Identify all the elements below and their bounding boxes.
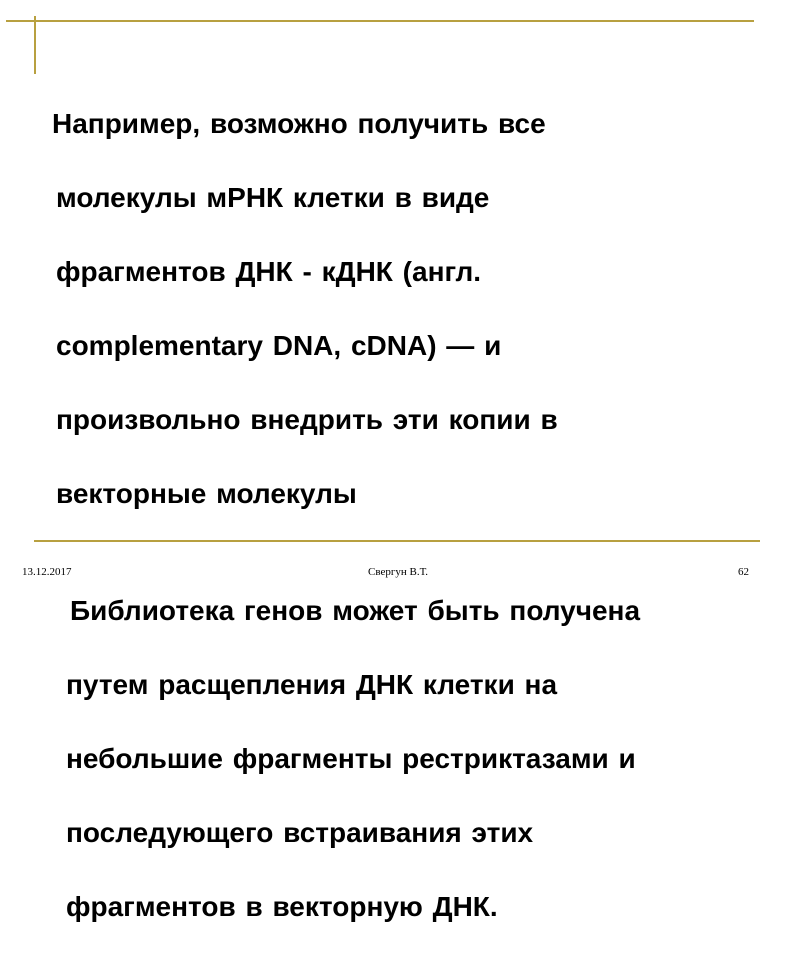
paragraph-line: небольшие фрагменты рестриктазами и bbox=[66, 743, 636, 774]
paragraph-line: complementary DNA, cDNA) — и bbox=[56, 330, 502, 361]
decorative-top-line bbox=[6, 20, 754, 22]
decorative-bottom-line bbox=[34, 540, 760, 542]
slide-body bbox=[52, 68, 746, 962]
paragraph-cdna bbox=[52, 68, 746, 549]
footer-author: Свергун В.Т. bbox=[368, 566, 428, 578]
paragraph-gene-library bbox=[66, 555, 746, 962]
paragraph-line: Например, возможно получить все bbox=[52, 108, 546, 139]
paragraph-line: последующего встраивания этих bbox=[66, 817, 534, 848]
paragraph-line: векторные молекулы bbox=[56, 478, 357, 509]
decorative-left-line bbox=[34, 16, 36, 74]
paragraph-line: молекулы мРНК клетки в виде bbox=[56, 182, 490, 213]
paragraph-line: путем расщепления ДНК клетки на bbox=[66, 669, 558, 700]
paragraph-line: фрагментов в векторную ДНК. bbox=[66, 891, 498, 922]
paragraph-line: Библиотека генов может быть получена bbox=[70, 595, 641, 626]
paragraph-line: фрагментов ДНК - кДНК (англ. bbox=[56, 256, 482, 287]
footer-page-number: 62 bbox=[738, 566, 749, 578]
footer-date: 13.12.2017 bbox=[22, 566, 72, 578]
paragraph-line: произвольно внедрить эти копии в bbox=[56, 404, 558, 435]
